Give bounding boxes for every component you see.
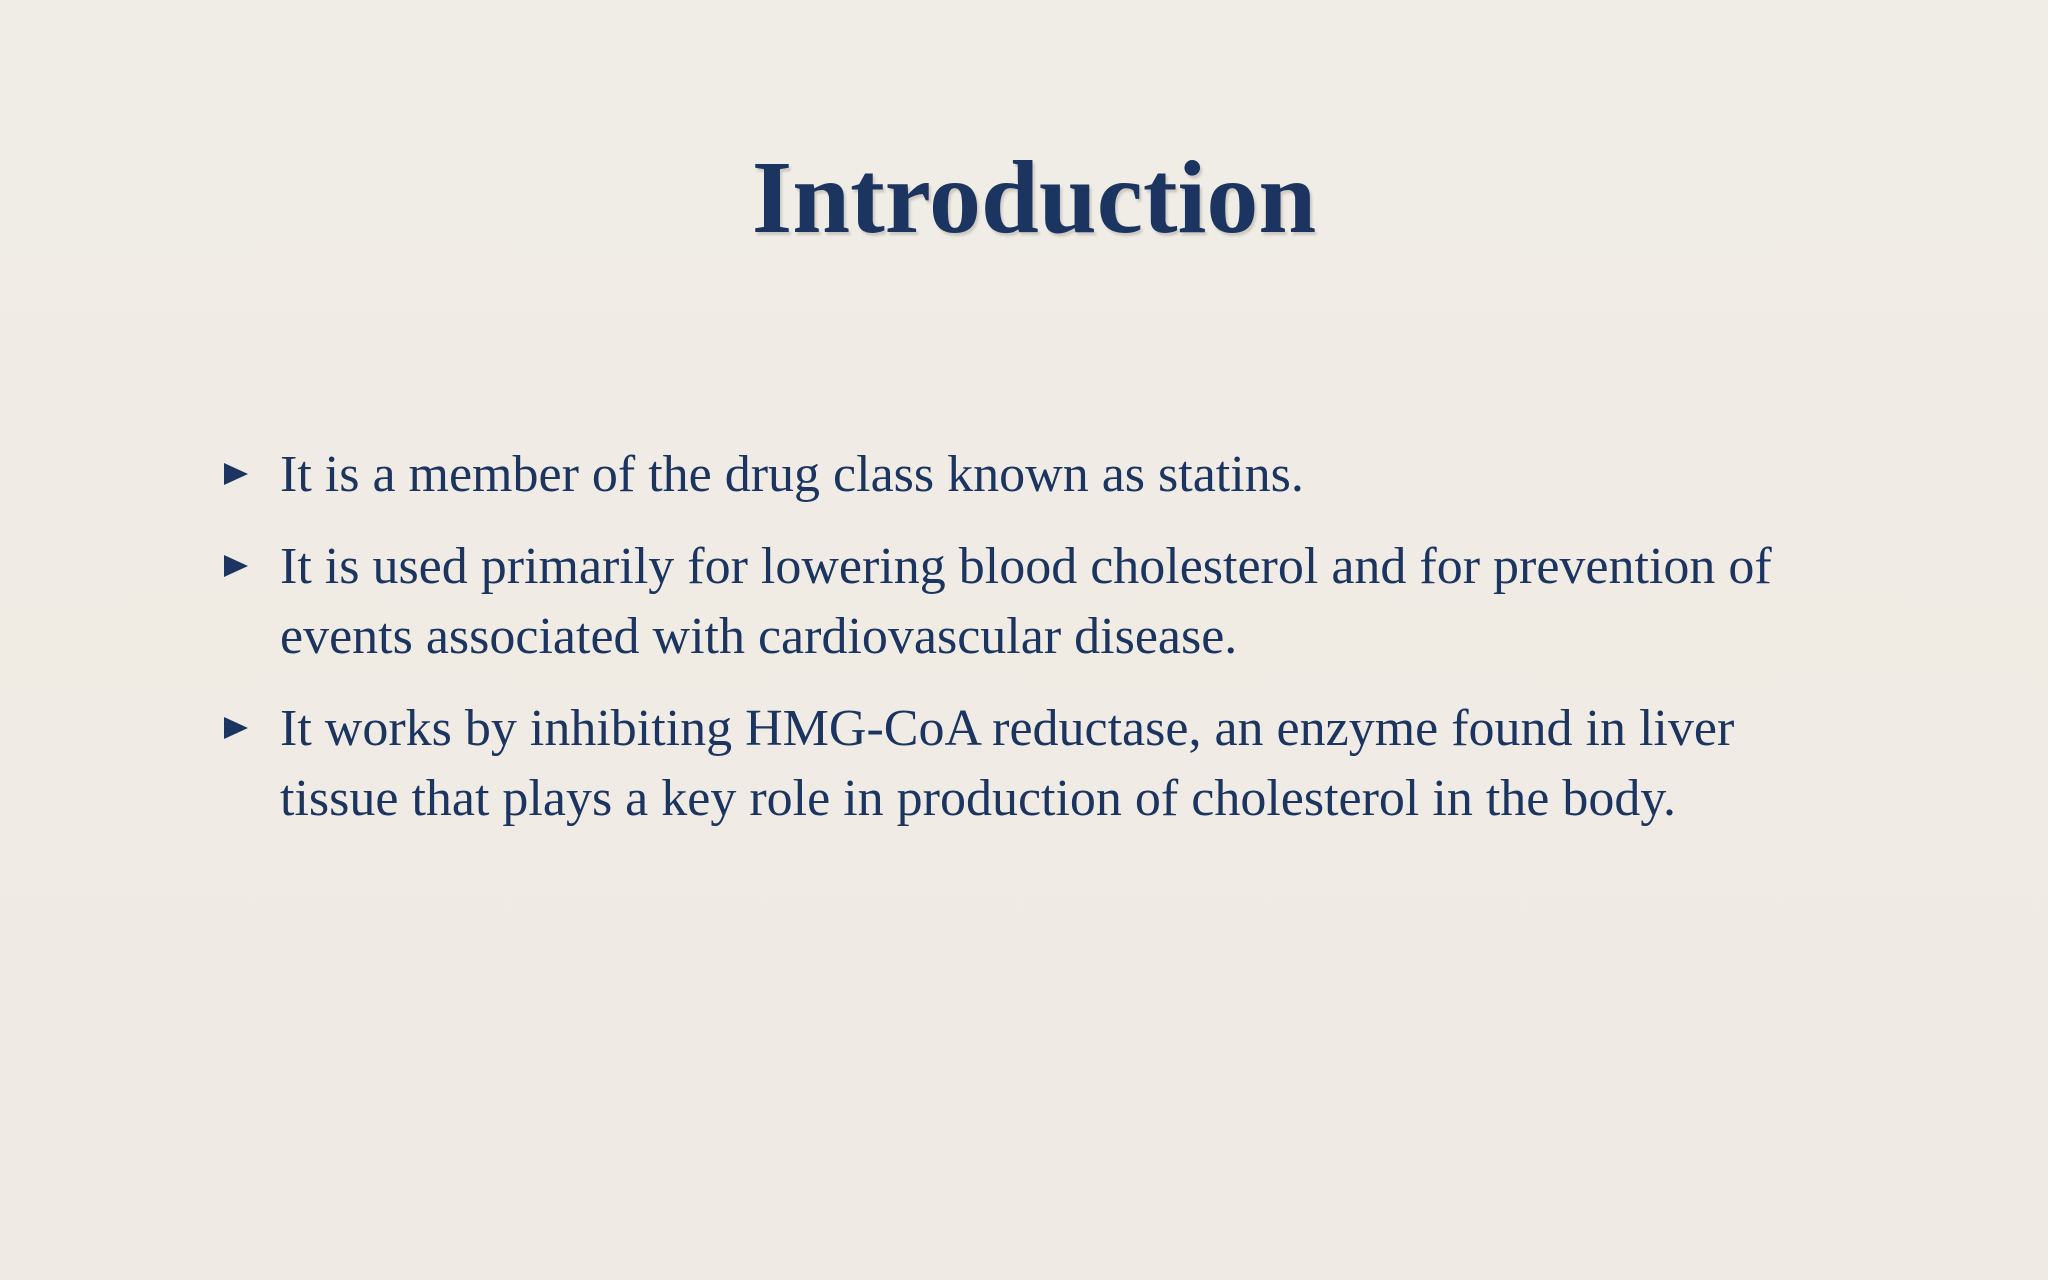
bullet-item (224, 440, 1824, 510)
slide-title: Introduction (751, 140, 1317, 255)
bullet-item (224, 532, 1824, 672)
triangle-right-icon (224, 555, 248, 577)
bullet-text: It is a member of the drug class known as statins. (280, 446, 1304, 503)
bullet-text: It works by inhibiting HMG-CoA reductase, an enzyme found in liver tissue that plays a key role in production of cholesterol in the body. (280, 700, 1735, 827)
triangle-right-icon (224, 717, 248, 739)
bullet-list (224, 440, 1824, 856)
triangle-right-icon (224, 463, 248, 485)
bullet-item (224, 694, 1824, 834)
bullet-text: It is used primarily for lowering blood cholesterol and for prevention of events associated with cardiovascular disease. (280, 538, 1772, 665)
